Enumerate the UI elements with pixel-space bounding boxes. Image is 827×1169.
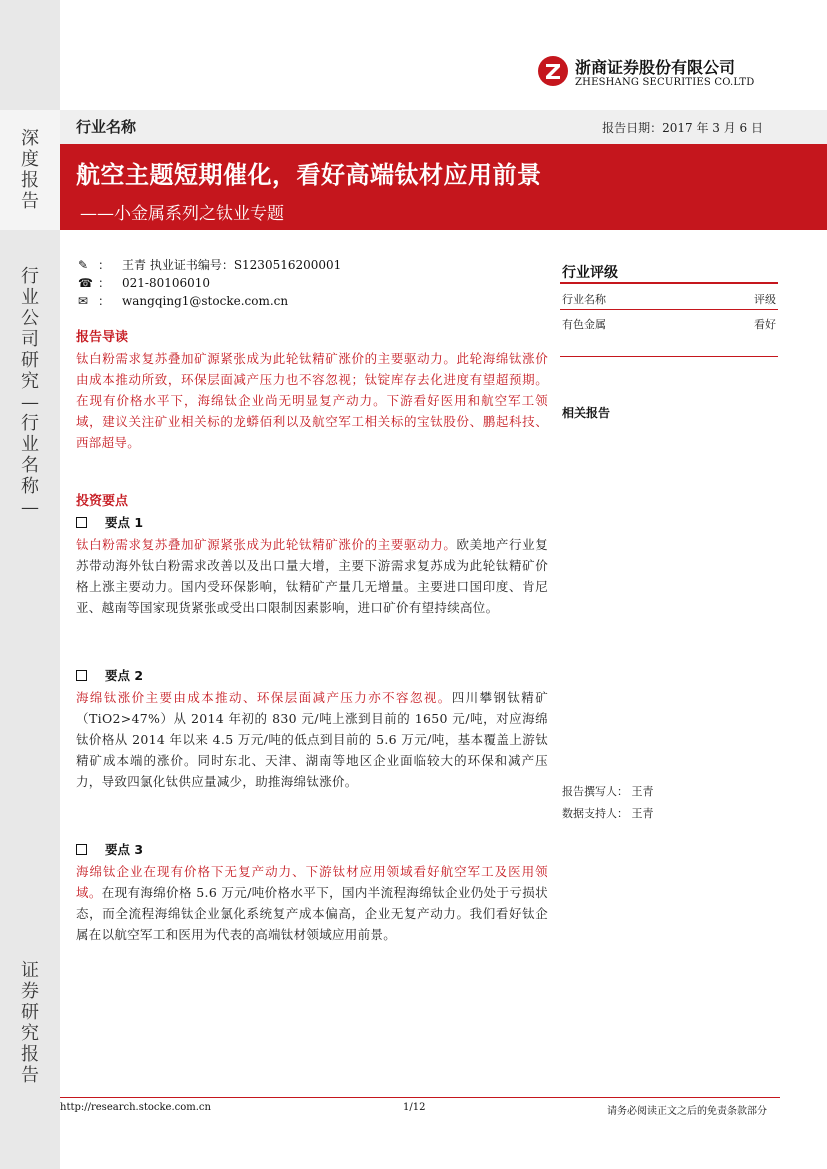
rating-divider (560, 282, 778, 284)
sidebar-mid-char: — (21, 392, 39, 413)
logo-mark-icon (537, 55, 569, 87)
company-name-cn: 浙商证券股份有限公司 (575, 58, 736, 77)
invest-title: 投资要点 (76, 494, 129, 509)
sidebar-mid-char: 研 (21, 350, 39, 371)
sidebar-mid-char: 究 (21, 371, 39, 392)
point-1-head (76, 513, 143, 531)
phone-icon: ☎ (78, 276, 93, 290)
sidebar-mid-char: 公 (21, 308, 39, 329)
rating-col-right: 评级 (754, 293, 776, 306)
sidebar-bottom-char: 告 (21, 1065, 39, 1086)
point-2-label: 要点 2 (105, 668, 144, 683)
point-3-lead: 海绵钛企业在现有价格下无复产动力、下游钛材应用领域看好航空军工及医用领域。 (76, 864, 548, 900)
related-reports-title: 相关报告 (562, 406, 611, 420)
page-number: 1/12 (403, 1102, 426, 1113)
pen-icon: ✎ (78, 258, 89, 272)
phone-number: 021-80106010 (122, 276, 211, 290)
sidebar-top-char: 告 (21, 191, 39, 212)
footer-disclaimer: 请务必阅读正文之后的免责条款部分 (607, 1106, 767, 1117)
contact-email: ✉ ： wangqing1@stocke.com.cn (78, 294, 289, 308)
checkbox-icon (76, 517, 87, 528)
report-subtitle: ——小金属系列之钛业专题 (80, 204, 284, 224)
sidebar-bottom-label (0, 960, 60, 1086)
footer-url[interactable]: http://research.stocke.com.cn (60, 1102, 211, 1113)
sidebar-mid-char: 司 (21, 329, 39, 350)
point-3-head (76, 840, 143, 858)
sidebar-top-char: 度 (21, 149, 39, 170)
contact-phone: ☎ ： 021-80106010 (78, 276, 211, 290)
company-name-en: ZHESHANG SECURITIES CO.LTD (575, 77, 755, 88)
sidebar-top-char: 报 (21, 170, 39, 191)
point-1-body: 欧美地产行业复苏带动海外钛白粉需求改善以及出口量大增，主要下游需求复苏成为此轮钛精矿价格上涨主要动力。国内受环保影响，钛精矿产量几无增量。主要进口国印度、肯尼亚、越南等国家现货紧张或受出口限制因素影响，进口矿价有望持续高位。 (76, 537, 549, 615)
intro-text: 钛白粉需求复苏叠加矿源紧张成为此轮钛精矿涨价的主要驱动力。此轮海绵钛涨价由成本推动所致，环保层面减产压力也不容忽视；钛锭库存去化进度有望超预期。在现有价格水平下，海绵钛企业尚无明显复产动力。下游看好医用和航空军工领域，建议关注矿业相关标的龙蟒佰利以及航空军工相关标的宝钛股份、鹏起科技、西部超导。 (76, 351, 548, 450)
checkbox-icon (76, 670, 87, 681)
rating-bottom-divider (560, 356, 778, 357)
sidebar-mid-char: 名 (21, 455, 39, 476)
point-2-text (76, 687, 548, 792)
rating-row-divider (560, 309, 778, 310)
sidebar-mid-char: 行 (21, 413, 39, 434)
analyst-name: 王青 执业证书编号：S1230516200001 (122, 258, 342, 272)
report-title: 航空主题短期催化，看好高端钛材应用前景 (76, 161, 542, 189)
sidebar-top-label (0, 128, 60, 212)
industry-label: 行业名称 (76, 118, 137, 136)
sidebar-top-char: 深 (21, 128, 39, 149)
point-1-label: 要点 1 (105, 515, 144, 530)
sidebar-mid-char: 业 (21, 434, 39, 455)
contact-analyst: ✎ ： 王青 执业证书编号：S1230516200001 (78, 258, 342, 272)
point-1-text (76, 534, 548, 618)
footer-divider (60, 1097, 780, 1098)
sidebar-bottom-char: 研 (21, 1002, 39, 1023)
point-2-body: 四川攀钢钛精矿（TiO2>47%）从 2014 年初的 830 元/吨上涨到目前的 1650 元/吨，对应海绵钛价格从 2014 年以来 4.5 万元/吨的低点到目前的 5.6 万元/吨，基本覆盖上游钛精矿成本端的涨价。同时东北、天津、湖南等地区企业面临较大的环保和减产压力，导致四氯化钛供应量减少，助推海绵钛涨价。 (76, 690, 548, 789)
sidebar-bottom-char: 证 (21, 960, 39, 981)
rating-col-left: 行业名称 (562, 293, 606, 306)
checkbox-icon (76, 844, 87, 855)
sidebar-mid-label (0, 266, 60, 518)
sidebar-bottom-char: 究 (21, 1023, 39, 1044)
rating-title: 行业评级 (562, 265, 618, 281)
rating-row-value (562, 316, 776, 332)
sidebar-bottom-char: 券 (21, 981, 39, 1002)
report-date: 报告日期：2017 年 3 月 6 日 (602, 121, 763, 135)
rating-industry: 有色金属 (562, 318, 606, 331)
rating-value: 看好 (754, 318, 776, 331)
sidebar-mid-char: — (21, 497, 39, 518)
rating-row-header (562, 291, 776, 307)
point-3-text (76, 861, 548, 945)
sidebar-mid-char: 称 (21, 476, 39, 497)
sidebar-mid-char: 行 (21, 266, 39, 287)
point-3-body: 在现有海绵价格 5.6 万元/吨价格水平下，国内半流程海绵钛企业仍处于亏损状态，而全流程海绵钛企业氯化系统复产成本偏高，企业无复产动力。我们看好钛企属在以航空军工和医用为代表的高端钛材领域应用前景。 (76, 885, 548, 942)
point-3-label: 要点 3 (105, 842, 144, 857)
email-address[interactable]: wangqing1@stocke.com.cn (122, 294, 289, 308)
point-1-lead: 钛白粉需求复苏叠加矿源紧张成为此轮钛精矿涨价的主要驱动力。 (76, 537, 457, 552)
point-2-lead: 海绵钛涨价主要由成本推动、环保层面减产压力亦不容忽视。 (76, 690, 452, 705)
data-support: 数据支持人： 王青 (562, 807, 654, 820)
intro-title: 报告导读 (76, 330, 129, 345)
sidebar-mid-char: 业 (21, 287, 39, 308)
sidebar-bottom-char: 报 (21, 1044, 39, 1065)
company-logo (537, 55, 767, 95)
report-writer: 报告撰写人： 王青 (562, 785, 654, 798)
point-2-head (76, 666, 143, 684)
mail-icon: ✉ (78, 294, 89, 308)
